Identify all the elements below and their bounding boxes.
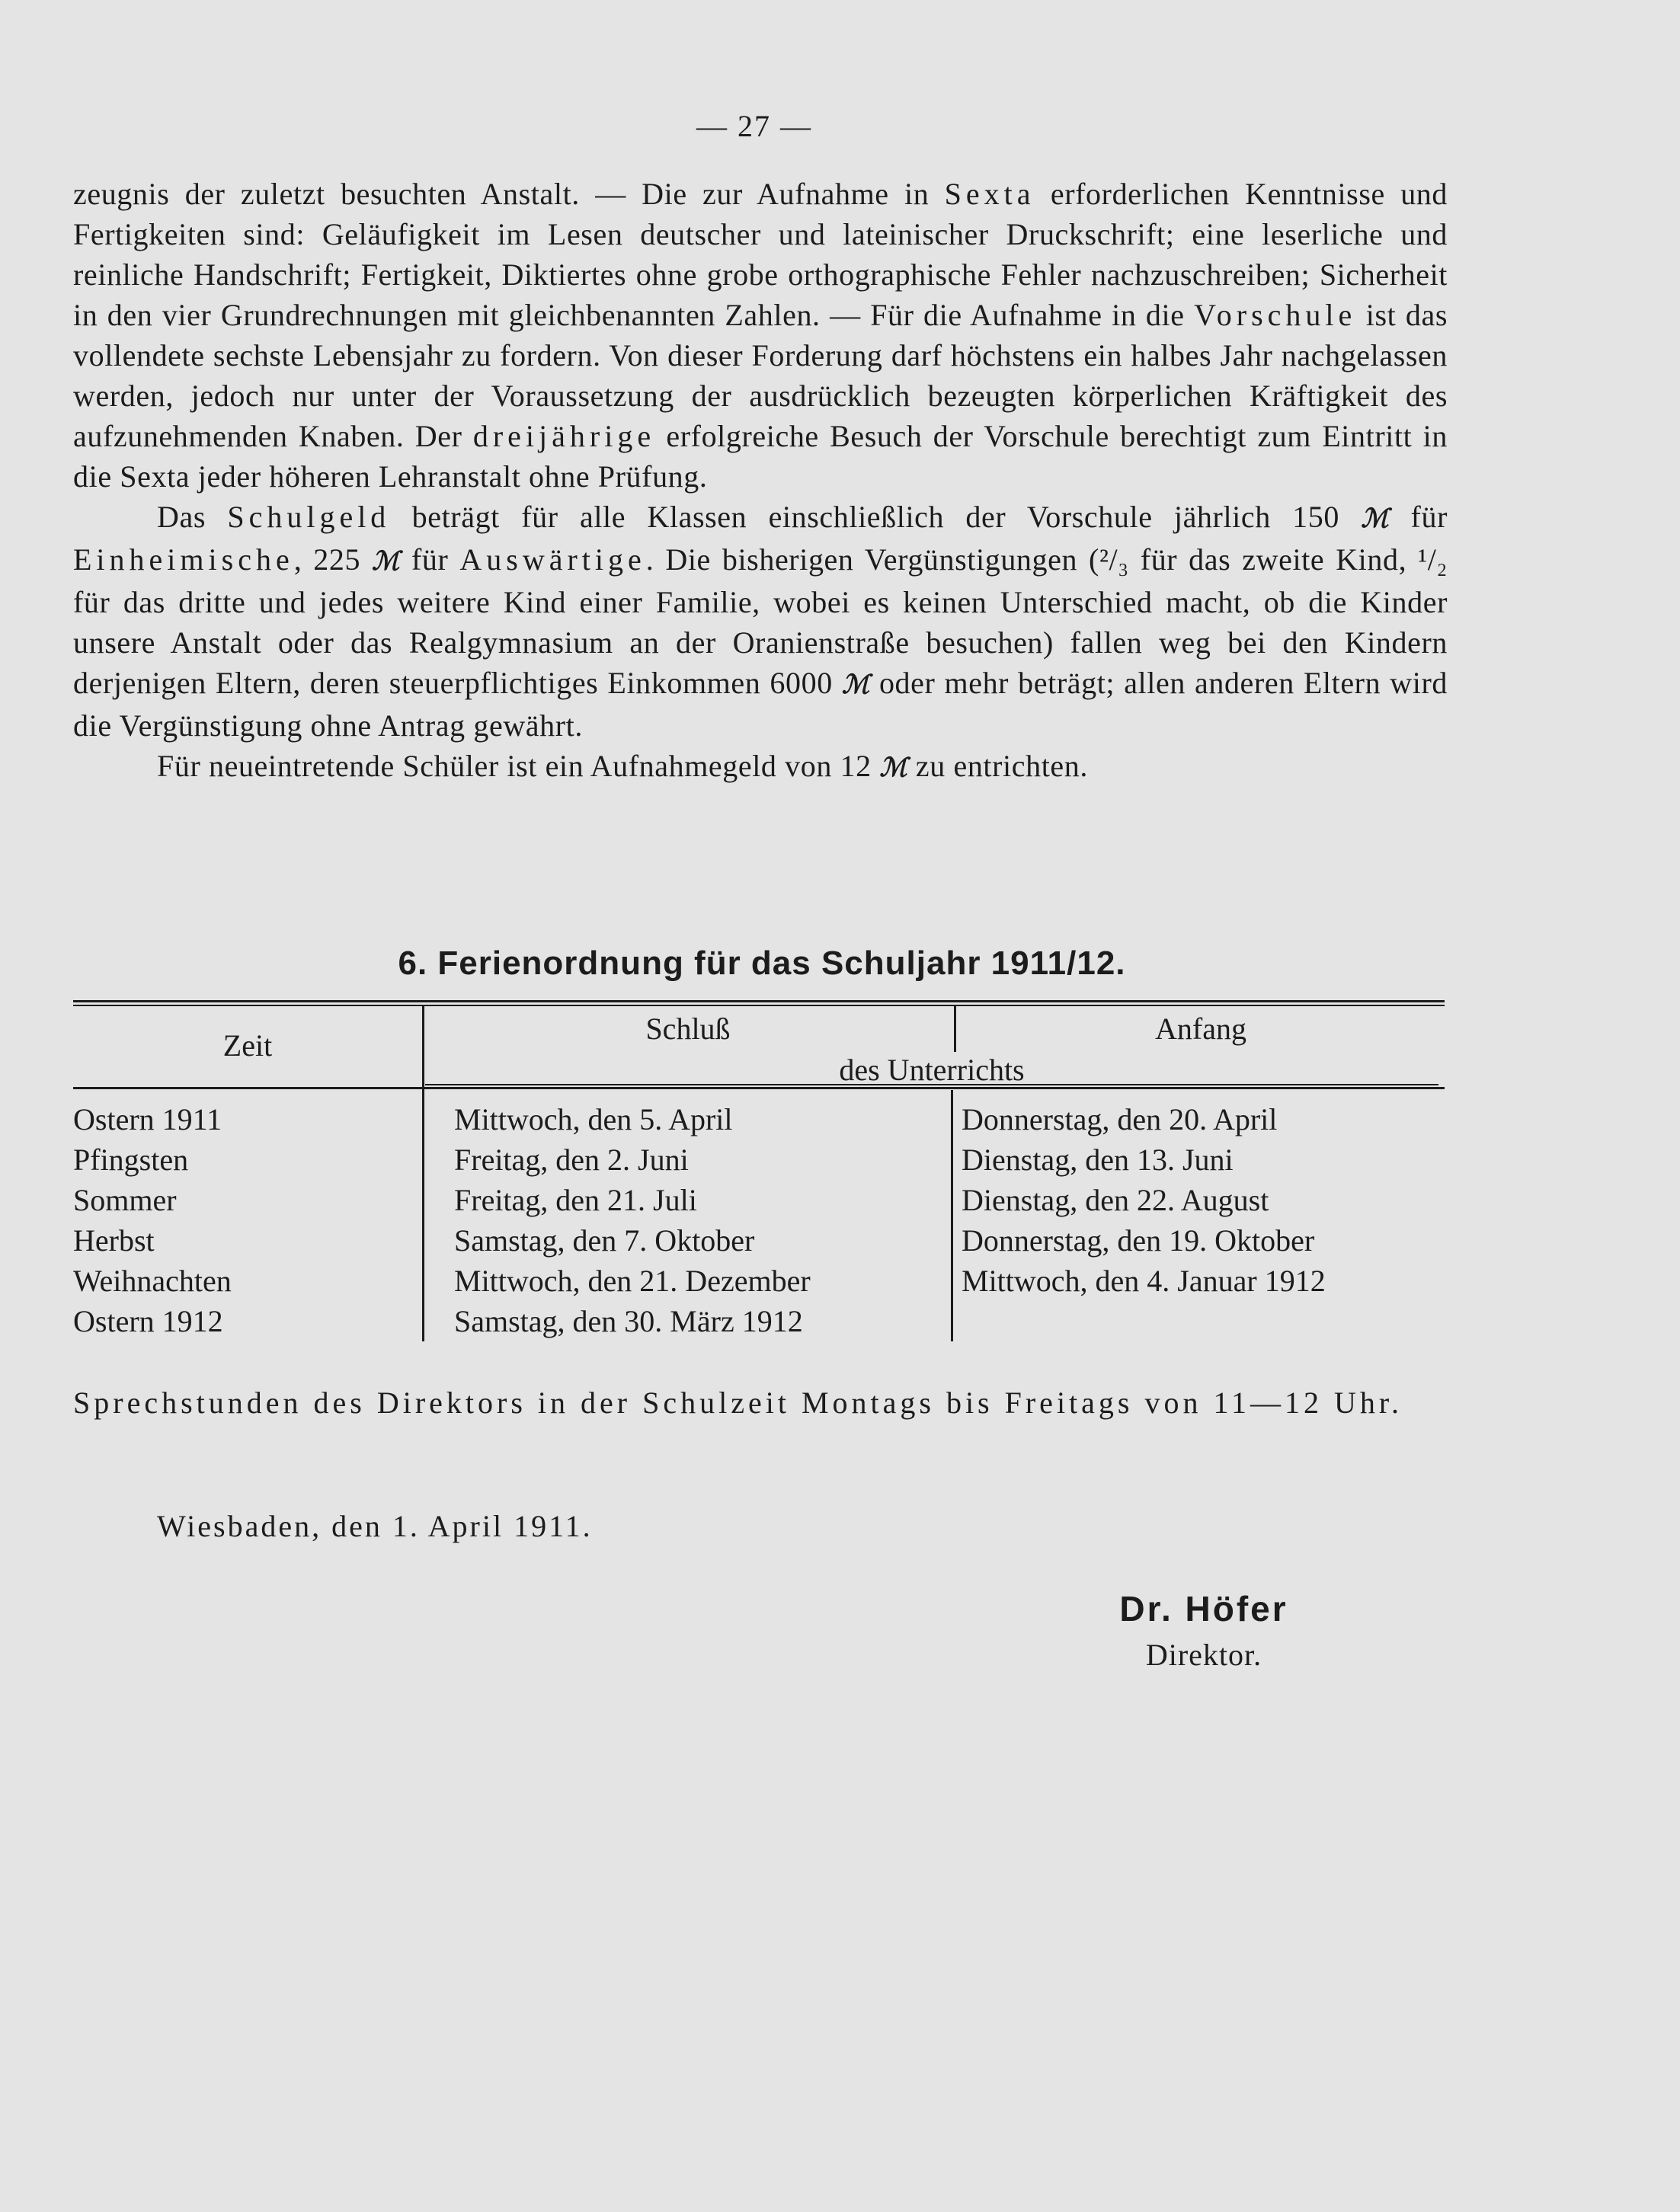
mark-symbol: ℳ bbox=[841, 671, 870, 699]
table-top-rule bbox=[73, 1000, 1445, 1002]
paragraph-admission bbox=[73, 174, 1448, 497]
body-text bbox=[73, 174, 1448, 788]
text-run: Das bbox=[157, 500, 228, 534]
table-cell-anfang: Mittwoch, den 4. Januar 1912 bbox=[962, 1264, 1326, 1298]
text-run: zeugnis der zuletzt besuchten Anstalt. — Die zur Aufnahme in bbox=[73, 177, 945, 211]
column-divider-2-head bbox=[954, 1006, 956, 1052]
text-run: ist das vollendete sechste Lebensjahr zu fordern. Von dieser Forderung darf höchstens ein halbes Jahr nachgelassen werden, jedoch nur unter der Voraussetzung der ausdrücklich bezeugten körperlichen Kräftigkeit des aufzunehmenden Knaben. Der bbox=[73, 298, 1448, 453]
column-divider-1 bbox=[422, 1006, 424, 1341]
table-cell-anfang: Donnerstag, den 19. Oktober bbox=[962, 1223, 1315, 1258]
table-cell-schluss: Mittwoch, den 5. April bbox=[454, 1102, 733, 1136]
table-cell-zeit: Ostern 1911 bbox=[73, 1102, 222, 1136]
header-des-unterrichts: des Unterrichts bbox=[839, 1053, 1025, 1087]
table-cell-zeit: Pfingsten bbox=[73, 1143, 189, 1177]
table-cell-anfang: Donnerstag, den 20. April bbox=[962, 1102, 1278, 1136]
column-anfang bbox=[962, 1099, 1442, 1301]
header-anfang: Anfang bbox=[1155, 1012, 1246, 1046]
table-top-rule-inner bbox=[73, 1005, 1445, 1006]
mark-symbol: ℳ bbox=[1361, 505, 1390, 533]
paragraph-fees bbox=[73, 497, 1448, 746]
spaced-term-vorschule: Vorschule bbox=[1194, 298, 1357, 332]
signer-name: Dr. Höfer bbox=[1119, 1589, 1288, 1629]
table-cell-zeit: Herbst bbox=[73, 1223, 155, 1258]
text-run: oder mehr beträgt; allen anderen Eltern wird die Vergünstigung ohne Antrag gewährt. bbox=[73, 666, 1448, 743]
page-number: — 27 — bbox=[696, 109, 812, 143]
table-cell-anfang: Dienstag, den 22. August bbox=[962, 1183, 1269, 1217]
spaced-term-schulgeld: Schulgeld bbox=[227, 500, 391, 534]
spaced-term-dreijaehrige: dreijährige bbox=[472, 419, 656, 453]
mark-symbol: ℳ bbox=[372, 548, 401, 576]
holiday-table bbox=[73, 1000, 1445, 1343]
text-run: beträgt für alle Klassen einschließlich der Vorschule jährlich 150 bbox=[390, 500, 1362, 534]
spaced-term-einheimische: Einheimische bbox=[73, 542, 294, 577]
text-run: zu entrichten. bbox=[907, 749, 1088, 783]
table-cell-zeit: Weihnachten bbox=[73, 1264, 232, 1298]
office-hours bbox=[73, 1382, 1448, 1423]
signature-block bbox=[990, 1588, 1417, 1673]
column-schluss bbox=[454, 1099, 949, 1341]
text-run: , 225 bbox=[293, 542, 373, 577]
table-cell-schluss: Mittwoch, den 21. Dezember bbox=[454, 1264, 811, 1298]
text-run: erforderlichen Kenntnisse und Fertigkeiten sind: Geläufigkeit im Lesen deutscher und lateinischer Druckschrift; eine leserliche und reinliche Handschrift; Fertigkeit, Diktiertes ohne grobe orthographische Fehler nachzuschreiben; Sicherheit in den vier Grundrechnungen mit gleichbenannten Zahlen. — Für die Aufnahme in die bbox=[73, 177, 1448, 332]
signer-title: Direktor. bbox=[1145, 1638, 1262, 1672]
table-cell-schluss: Freitag, den 2. Juni bbox=[454, 1143, 689, 1177]
table-cell-schluss: Samstag, den 7. Oktober bbox=[454, 1223, 755, 1258]
table-cell-schluss: Freitag, den 21. Juli bbox=[454, 1183, 697, 1217]
header-zeit: Zeit bbox=[222, 1028, 273, 1063]
mark-symbol: ℳ bbox=[879, 754, 908, 782]
text-run: . Die bisherigen Vergünstigungen (²/₃ für das zweite Kind, ¹/₂ für das dritte und jedes weitere Kind einer Familie, wobei es keinen Unterschied macht, ob die Kinder unsere Anstalt oder das Realgymnasium an der Oranienstraße besuchen) fallen weg bei den Kindern derjenigen Eltern, deren steuerpflichtiges Einkommen 6000 bbox=[73, 542, 1448, 700]
text-run: für bbox=[400, 542, 460, 577]
paragraph-entry-fee bbox=[73, 746, 1448, 788]
place-date: Wiesbaden, den 1. April 1911. bbox=[157, 1509, 593, 1543]
spaced-term-auswaertige: Auswärtige bbox=[459, 542, 646, 577]
column-zeit bbox=[73, 1099, 416, 1341]
text-run: erfolgreiche Besuch der Vorschule berechtigt zum Eintritt in die Sexta jeder höheren Lehranstalt ohne Prüfung. bbox=[73, 419, 1448, 494]
table-cell-zeit: Ostern 1912 bbox=[73, 1304, 223, 1338]
spaced-term-sexta: Sexta bbox=[944, 177, 1035, 211]
table-cell-anfang: Dienstag, den 13. Juni bbox=[962, 1143, 1234, 1177]
office-hours-text: Sprechstunden des Direktors in der Schulzeit Montags bis Freitags von 11—12 Uhr. bbox=[73, 1386, 1403, 1420]
table-cell-schluss: Samstag, den 30. März 1912 bbox=[454, 1304, 803, 1338]
table-cell-zeit: Sommer bbox=[73, 1183, 177, 1217]
header-schluss: Schluß bbox=[645, 1012, 731, 1046]
column-divider-2 bbox=[951, 1090, 953, 1341]
text-run: Für neueintretende Schüler ist ein Aufnahmegeld von 12 bbox=[157, 749, 880, 783]
text-run: für bbox=[1389, 500, 1448, 534]
section-heading: 6. Ferienordnung für das Schuljahr 1911/12. bbox=[398, 945, 1126, 982]
